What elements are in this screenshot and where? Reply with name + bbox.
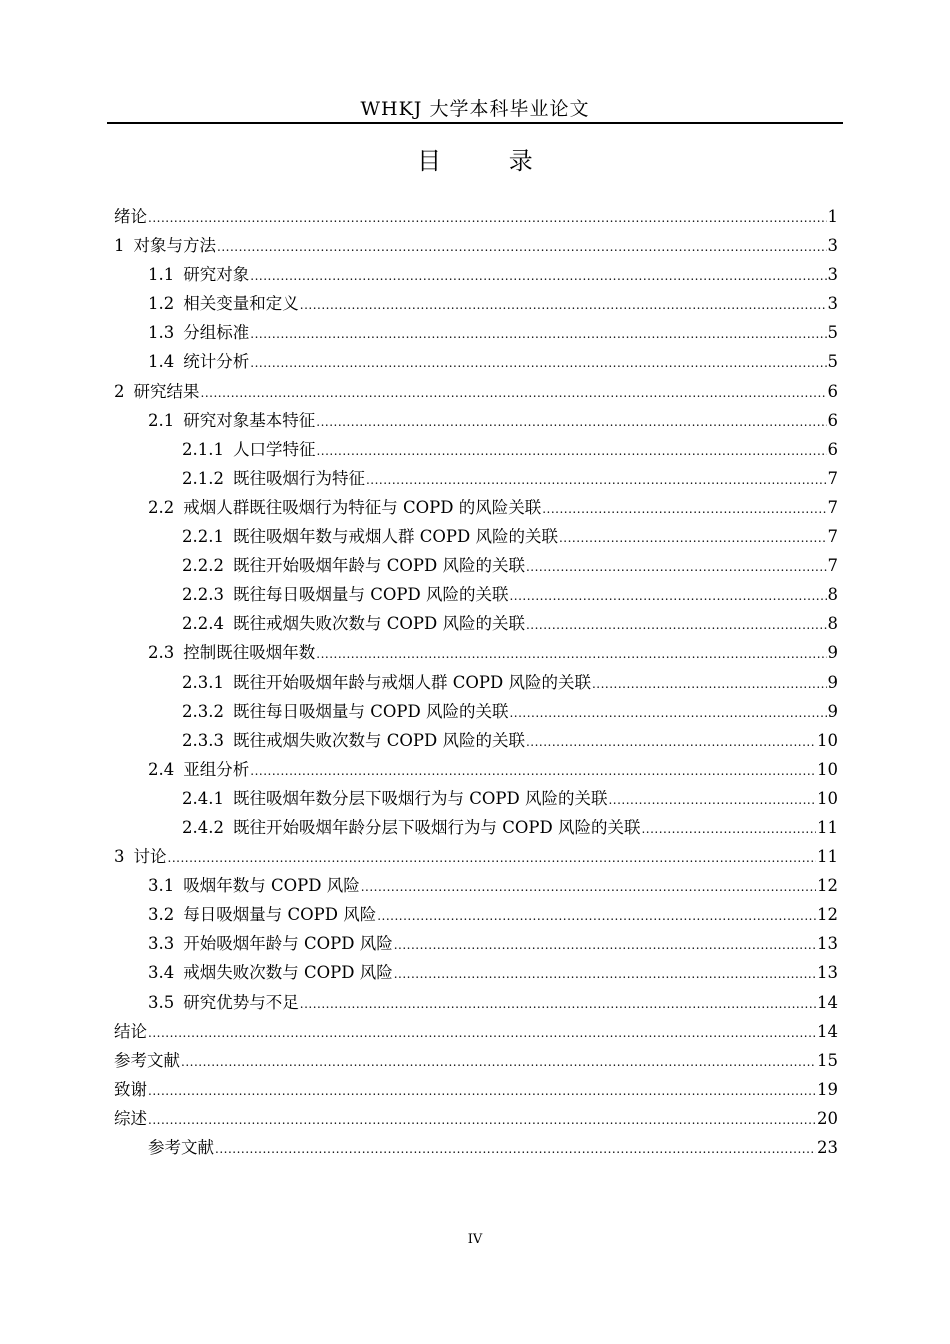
toc-entry[interactable] xyxy=(114,929,838,958)
toc-entry-page: 20 xyxy=(817,1108,838,1128)
toc-dot-leader xyxy=(316,640,826,669)
toc-dot-leader xyxy=(542,495,826,524)
toc-dot-leader xyxy=(148,1106,816,1135)
toc-entry[interactable] xyxy=(114,260,838,289)
toc-entry[interactable] xyxy=(114,406,838,435)
toc-dot-leader xyxy=(361,873,816,902)
toc-entry-number: 2.1.1 xyxy=(182,439,224,459)
toc-entry[interactable] xyxy=(114,522,838,551)
toc-entry-page: 9 xyxy=(827,701,838,721)
toc-entry-page: 14 xyxy=(817,1021,838,1041)
toc-entry-number: 2.2.2 xyxy=(182,556,224,576)
toc-entry-title: 亚组分析 xyxy=(183,759,250,779)
toc-entry-page: 9 xyxy=(827,672,838,692)
toc-entry-number: 1.3 xyxy=(148,323,175,343)
toc-entry-number: 3.5 xyxy=(148,992,175,1012)
toc-entry[interactable] xyxy=(114,609,838,638)
toc-entry-page: 3 xyxy=(827,294,838,314)
toc-entry-page: 1 xyxy=(827,207,838,226)
toc-entry-page: 12 xyxy=(817,876,838,896)
running-header-title: WHKJ 大学本科毕业论文 xyxy=(360,98,590,120)
toc-entry-page: 13 xyxy=(817,934,838,954)
toc-entry-number: 2.1 xyxy=(148,410,175,430)
toc-entry-number: 2.2 xyxy=(148,497,175,517)
toc-entry[interactable] xyxy=(114,1046,838,1075)
toc-dot-leader xyxy=(201,379,827,408)
toc-entry[interactable] xyxy=(114,842,838,871)
toc-entry-page: 3 xyxy=(827,236,838,256)
toc-entry-page: 6 xyxy=(827,410,838,430)
toc-dot-leader xyxy=(316,408,826,437)
toc-entry[interactable] xyxy=(114,347,838,376)
toc-entry-title: 研究对象基本特征 xyxy=(183,410,316,430)
toc-dot-leader xyxy=(394,931,816,960)
toc-entry[interactable] xyxy=(114,813,838,842)
toc-entry[interactable] xyxy=(114,1133,838,1162)
toc-entry-page: 7 xyxy=(827,556,838,576)
toc-entry-title: 参考文献 xyxy=(114,1050,180,1070)
toc-dot-leader xyxy=(316,437,826,466)
toc-entry-number: 3.2 xyxy=(148,905,175,925)
toc-dot-leader xyxy=(366,466,827,495)
toc-entry[interactable] xyxy=(114,871,838,900)
toc-entry-page: 19 xyxy=(817,1079,838,1099)
toc-entry[interactable] xyxy=(114,318,838,347)
toc-entry-number: 2.4 xyxy=(148,759,175,779)
toc-entry[interactable] xyxy=(114,1104,838,1133)
toc-entry-page: 3 xyxy=(827,265,838,285)
toc-entry[interactable] xyxy=(114,1075,838,1104)
toc-entry-title: 控制既往吸烟年数 xyxy=(183,643,316,663)
toc-dot-leader xyxy=(592,670,827,699)
toc-dot-leader xyxy=(300,291,827,320)
toc-entry-number: 1.4 xyxy=(148,352,175,372)
toc-entry-title: 吸烟年数与 COPD 风险 xyxy=(183,876,360,896)
toc-dot-leader xyxy=(394,960,816,989)
toc-dot-leader xyxy=(250,349,826,378)
toc-entry-title: 既往戒烟失败次数与 COPD 风险的关联 xyxy=(232,730,525,750)
toc-entry[interactable] xyxy=(114,784,838,813)
toc-entry-number: 2.3.3 xyxy=(182,730,224,750)
toc-entry[interactable] xyxy=(114,668,838,697)
toc-entry-title: 综述 xyxy=(114,1108,147,1128)
toc-entry-page: 8 xyxy=(827,614,838,634)
toc-dot-leader xyxy=(559,524,827,553)
toc-entry-number: 3.1 xyxy=(148,876,175,896)
toc-entry-number: 1.1 xyxy=(148,265,175,285)
toc-dot-leader xyxy=(250,262,826,291)
toc-dot-leader xyxy=(250,320,826,349)
toc-entry[interactable] xyxy=(114,988,838,1017)
toc-entry[interactable] xyxy=(114,638,838,667)
toc-dot-leader xyxy=(181,1048,816,1077)
toc-dot-leader xyxy=(377,902,816,931)
toc-entry[interactable] xyxy=(114,755,838,784)
toc-dot-leader xyxy=(217,233,827,262)
toc-entry[interactable] xyxy=(114,726,838,755)
toc-dot-leader xyxy=(526,611,827,640)
toc-entry-title: 统计分析 xyxy=(183,352,250,372)
toc-entry-page: 10 xyxy=(817,759,838,779)
toc-entry-page: 14 xyxy=(817,992,838,1012)
toc-entry-title: 对象与方法 xyxy=(133,236,216,256)
toc-entry[interactable] xyxy=(114,377,838,406)
toc-entry-title: 绪论 xyxy=(114,207,147,226)
toc-entry-title: 既往开始吸烟年龄与 COPD 风险的关联 xyxy=(232,556,525,576)
toc-entry[interactable] xyxy=(114,289,838,318)
toc-entry[interactable] xyxy=(114,493,838,522)
toc-entry-title: 研究优势与不足 xyxy=(183,992,299,1012)
toc-dot-leader xyxy=(526,553,827,582)
toc-entry[interactable] xyxy=(114,231,838,260)
toc-entry-number: 2 xyxy=(114,381,125,401)
toc-dot-leader xyxy=(509,582,826,611)
toc-entry-number: 3.4 xyxy=(148,963,175,983)
toc-entry-page: 6 xyxy=(827,381,838,401)
toc-dot-leader xyxy=(608,786,816,815)
table-of-contents xyxy=(114,202,838,1162)
toc-entry-page: 8 xyxy=(827,585,838,605)
toc-entry-page: 13 xyxy=(817,963,838,983)
toc-entry-title: 相关变量和定义 xyxy=(183,294,299,314)
toc-entry-page: 9 xyxy=(827,643,838,663)
toc-entry-title: 既往开始吸烟年龄分层下吸烟行为与 COPD 风险的关联 xyxy=(232,817,641,837)
toc-entry-title: 既往吸烟年数分层下吸烟行为与 COPD 风险的关联 xyxy=(232,788,608,808)
toc-entry-page: 23 xyxy=(817,1138,838,1157)
toc-dot-leader xyxy=(215,1135,816,1164)
toc-entry-page: 15 xyxy=(817,1050,838,1070)
toc-entry-number: 2.1.2 xyxy=(182,468,224,488)
toc-entry[interactable] xyxy=(114,1017,838,1046)
toc-entry-page: 7 xyxy=(827,468,838,488)
page-number: IV xyxy=(467,1232,483,1247)
toc-entry[interactable] xyxy=(114,435,838,464)
toc-entry-title: 既往每日吸烟量与 COPD 风险的关联 xyxy=(232,701,509,721)
toc-entry-number: 2.2.1 xyxy=(182,527,224,547)
toc-entry[interactable] xyxy=(114,697,838,726)
toc-entry-title: 致谢 xyxy=(114,1079,147,1099)
toc-entry-page: 7 xyxy=(827,497,838,517)
toc-entry-number: 2.4.2 xyxy=(182,817,224,837)
toc-entry-title: 研究结果 xyxy=(133,381,200,401)
toc-entry[interactable] xyxy=(114,202,838,231)
toc-entry-title: 既往吸烟年数与戒烟人群 COPD 风险的关联 xyxy=(232,527,558,547)
toc-entry-number: 2.3 xyxy=(148,643,175,663)
toc-entry-number: 2.2.4 xyxy=(182,614,224,634)
toc-entry-number: 2.4.1 xyxy=(182,788,224,808)
toc-entry[interactable] xyxy=(114,958,838,987)
toc-entry-number: 2.3.2 xyxy=(182,701,224,721)
toc-dot-leader xyxy=(168,844,817,873)
toc-dot-leader xyxy=(526,728,816,757)
toc-entry[interactable] xyxy=(114,464,838,493)
toc-entry[interactable] xyxy=(114,551,838,580)
toc-entry-title: 分组标准 xyxy=(183,323,250,343)
toc-entry-page: 5 xyxy=(827,352,838,372)
toc-entry-title: 每日吸烟量与 COPD 风险 xyxy=(183,905,377,925)
toc-entry-page: 7 xyxy=(827,527,838,547)
toc-dot-leader xyxy=(148,1077,816,1106)
toc-entry[interactable] xyxy=(114,580,838,609)
toc-entry-title: 戒烟人群既往吸烟行为特征与 COPD 的风险关联 xyxy=(183,497,542,517)
toc-entry-page: 11 xyxy=(817,817,838,837)
toc-entry-title: 研究对象 xyxy=(183,265,250,285)
toc-entry-title: 开始吸烟年龄与 COPD 风险 xyxy=(183,934,393,954)
toc-entry-title: 结论 xyxy=(114,1021,147,1041)
toc-entry-title: 既往吸烟行为特征 xyxy=(232,468,365,488)
toc-entry-page: 6 xyxy=(827,439,838,459)
toc-entry-page: 12 xyxy=(817,905,838,925)
toc-dot-leader xyxy=(148,1019,816,1048)
toc-entry-number: 3.3 xyxy=(148,934,175,954)
toc-entry-number: 2.2.3 xyxy=(182,585,224,605)
toc-entry-page: 10 xyxy=(817,730,838,750)
toc-entry-title: 参考文献 xyxy=(148,1138,214,1157)
toc-dot-leader xyxy=(148,204,827,233)
toc-dot-leader xyxy=(509,699,826,728)
toc-entry-number: 1.2 xyxy=(148,294,175,314)
toc-heading: 目 录 xyxy=(417,147,563,175)
toc-entry-title: 既往戒烟失败次数与 COPD 风险的关联 xyxy=(232,614,525,634)
toc-dot-leader xyxy=(300,990,816,1019)
toc-entry[interactable] xyxy=(114,900,838,929)
toc-entry-page: 11 xyxy=(817,847,838,867)
toc-entry-page: 5 xyxy=(827,323,838,343)
toc-entry-title: 既往每日吸烟量与 COPD 风险的关联 xyxy=(232,585,509,605)
toc-entry-title: 既往开始吸烟年龄与戒烟人群 COPD 风险的关联 xyxy=(232,672,591,692)
toc-entry-number: 1 xyxy=(114,236,125,256)
toc-dot-leader xyxy=(641,815,816,844)
toc-entry-title: 戒烟失败次数与 COPD 风险 xyxy=(183,963,393,983)
toc-entry-number: 3 xyxy=(114,847,125,867)
toc-dot-leader xyxy=(250,757,816,786)
toc-entry-title: 人口学特征 xyxy=(232,439,316,459)
toc-entry-page: 10 xyxy=(817,788,838,808)
toc-entry-number: 2.3.1 xyxy=(182,672,224,692)
toc-entry-title: 讨论 xyxy=(133,847,167,867)
header-rule xyxy=(107,122,843,124)
